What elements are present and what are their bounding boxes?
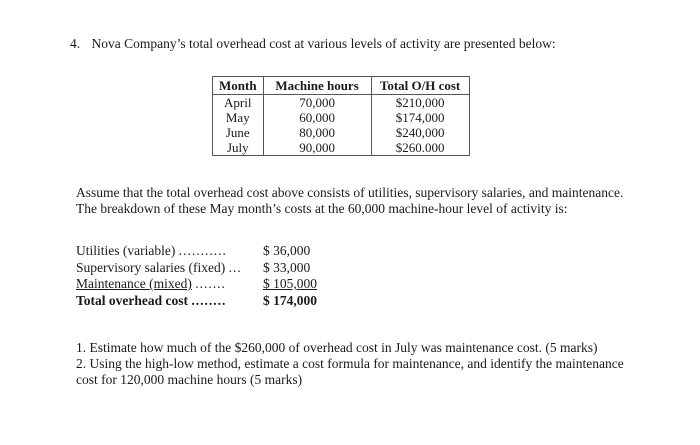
- cell-machine-hours: 90,000: [263, 140, 371, 156]
- breakdown-value: $ 105,000: [263, 276, 317, 291]
- cell-machine-hours: 80,000: [263, 125, 371, 140]
- breakdown-label: Utilities (variable): [76, 243, 176, 258]
- task-item: 2. Using the high-low method, estimate a cost formula for maintenance, and identify the maintenance cost for 120,000 machine hours (5 marks): [76, 356, 624, 387]
- breakdown-value: $ 174,000: [263, 292, 317, 308]
- cell-total-cost: $260.000: [371, 140, 469, 156]
- task-list: [76, 340, 646, 388]
- cell-month: June: [213, 125, 264, 140]
- overhead-table: [212, 76, 470, 156]
- question-text: Nova Company’s total overhead cost at various levels of activity are presented below:: [91, 36, 556, 51]
- table-row: [213, 125, 470, 140]
- breakdown-row-total: [76, 293, 317, 310]
- task-item: 1. Estimate how much of the $260,000 of overhead cost in July was maintenance cost. (5 marks): [76, 340, 598, 355]
- cell-month: May: [213, 110, 264, 125]
- leader-dots: ........: [191, 292, 227, 308]
- breakdown-value: $ 33,000: [263, 259, 311, 275]
- breakdown-label: Supervisory salaries (fixed): [76, 259, 226, 275]
- question-number: 4.: [70, 36, 81, 51]
- cell-month: July: [213, 140, 264, 156]
- breakdown-label: Total overhead cost: [76, 292, 188, 308]
- breakdown-row-maintenance: [76, 276, 317, 293]
- question-heading: [70, 36, 556, 52]
- table-row: [213, 140, 470, 156]
- leader-dots: ...: [228, 259, 242, 275]
- table-row: [213, 110, 470, 125]
- breakdown-label: Maintenance (mixed): [76, 276, 192, 291]
- cell-total-cost: $240,000: [371, 125, 469, 140]
- leader-dots: ...........: [178, 243, 227, 258]
- table-row: [213, 95, 470, 111]
- header-month: Month: [213, 77, 264, 95]
- cell-month: April: [213, 95, 264, 111]
- breakdown-row-utilities: [76, 243, 317, 260]
- breakdown-value: $ 36,000: [263, 243, 311, 258]
- cost-breakdown: [76, 243, 317, 309]
- header-total-oh-cost: Total O/H cost: [371, 77, 469, 95]
- breakdown-row-supervisory: [76, 260, 317, 277]
- assumption-paragraph: Assume that the total overhead cost above consists of utilities, supervisory salaries, and maintenance. The breakdown of these May month’s costs at the 60,000 machine-hour level of activity is:: [76, 185, 624, 216]
- leader-dots: .......: [195, 276, 226, 291]
- cell-total-cost: $174,000: [371, 110, 469, 125]
- cell-machine-hours: 60,000: [263, 110, 371, 125]
- header-machine-hours: Machine hours: [263, 77, 371, 95]
- table-header-row: [213, 77, 470, 95]
- cell-machine-hours: 70,000: [263, 95, 371, 111]
- cell-total-cost: $210,000: [371, 95, 469, 111]
